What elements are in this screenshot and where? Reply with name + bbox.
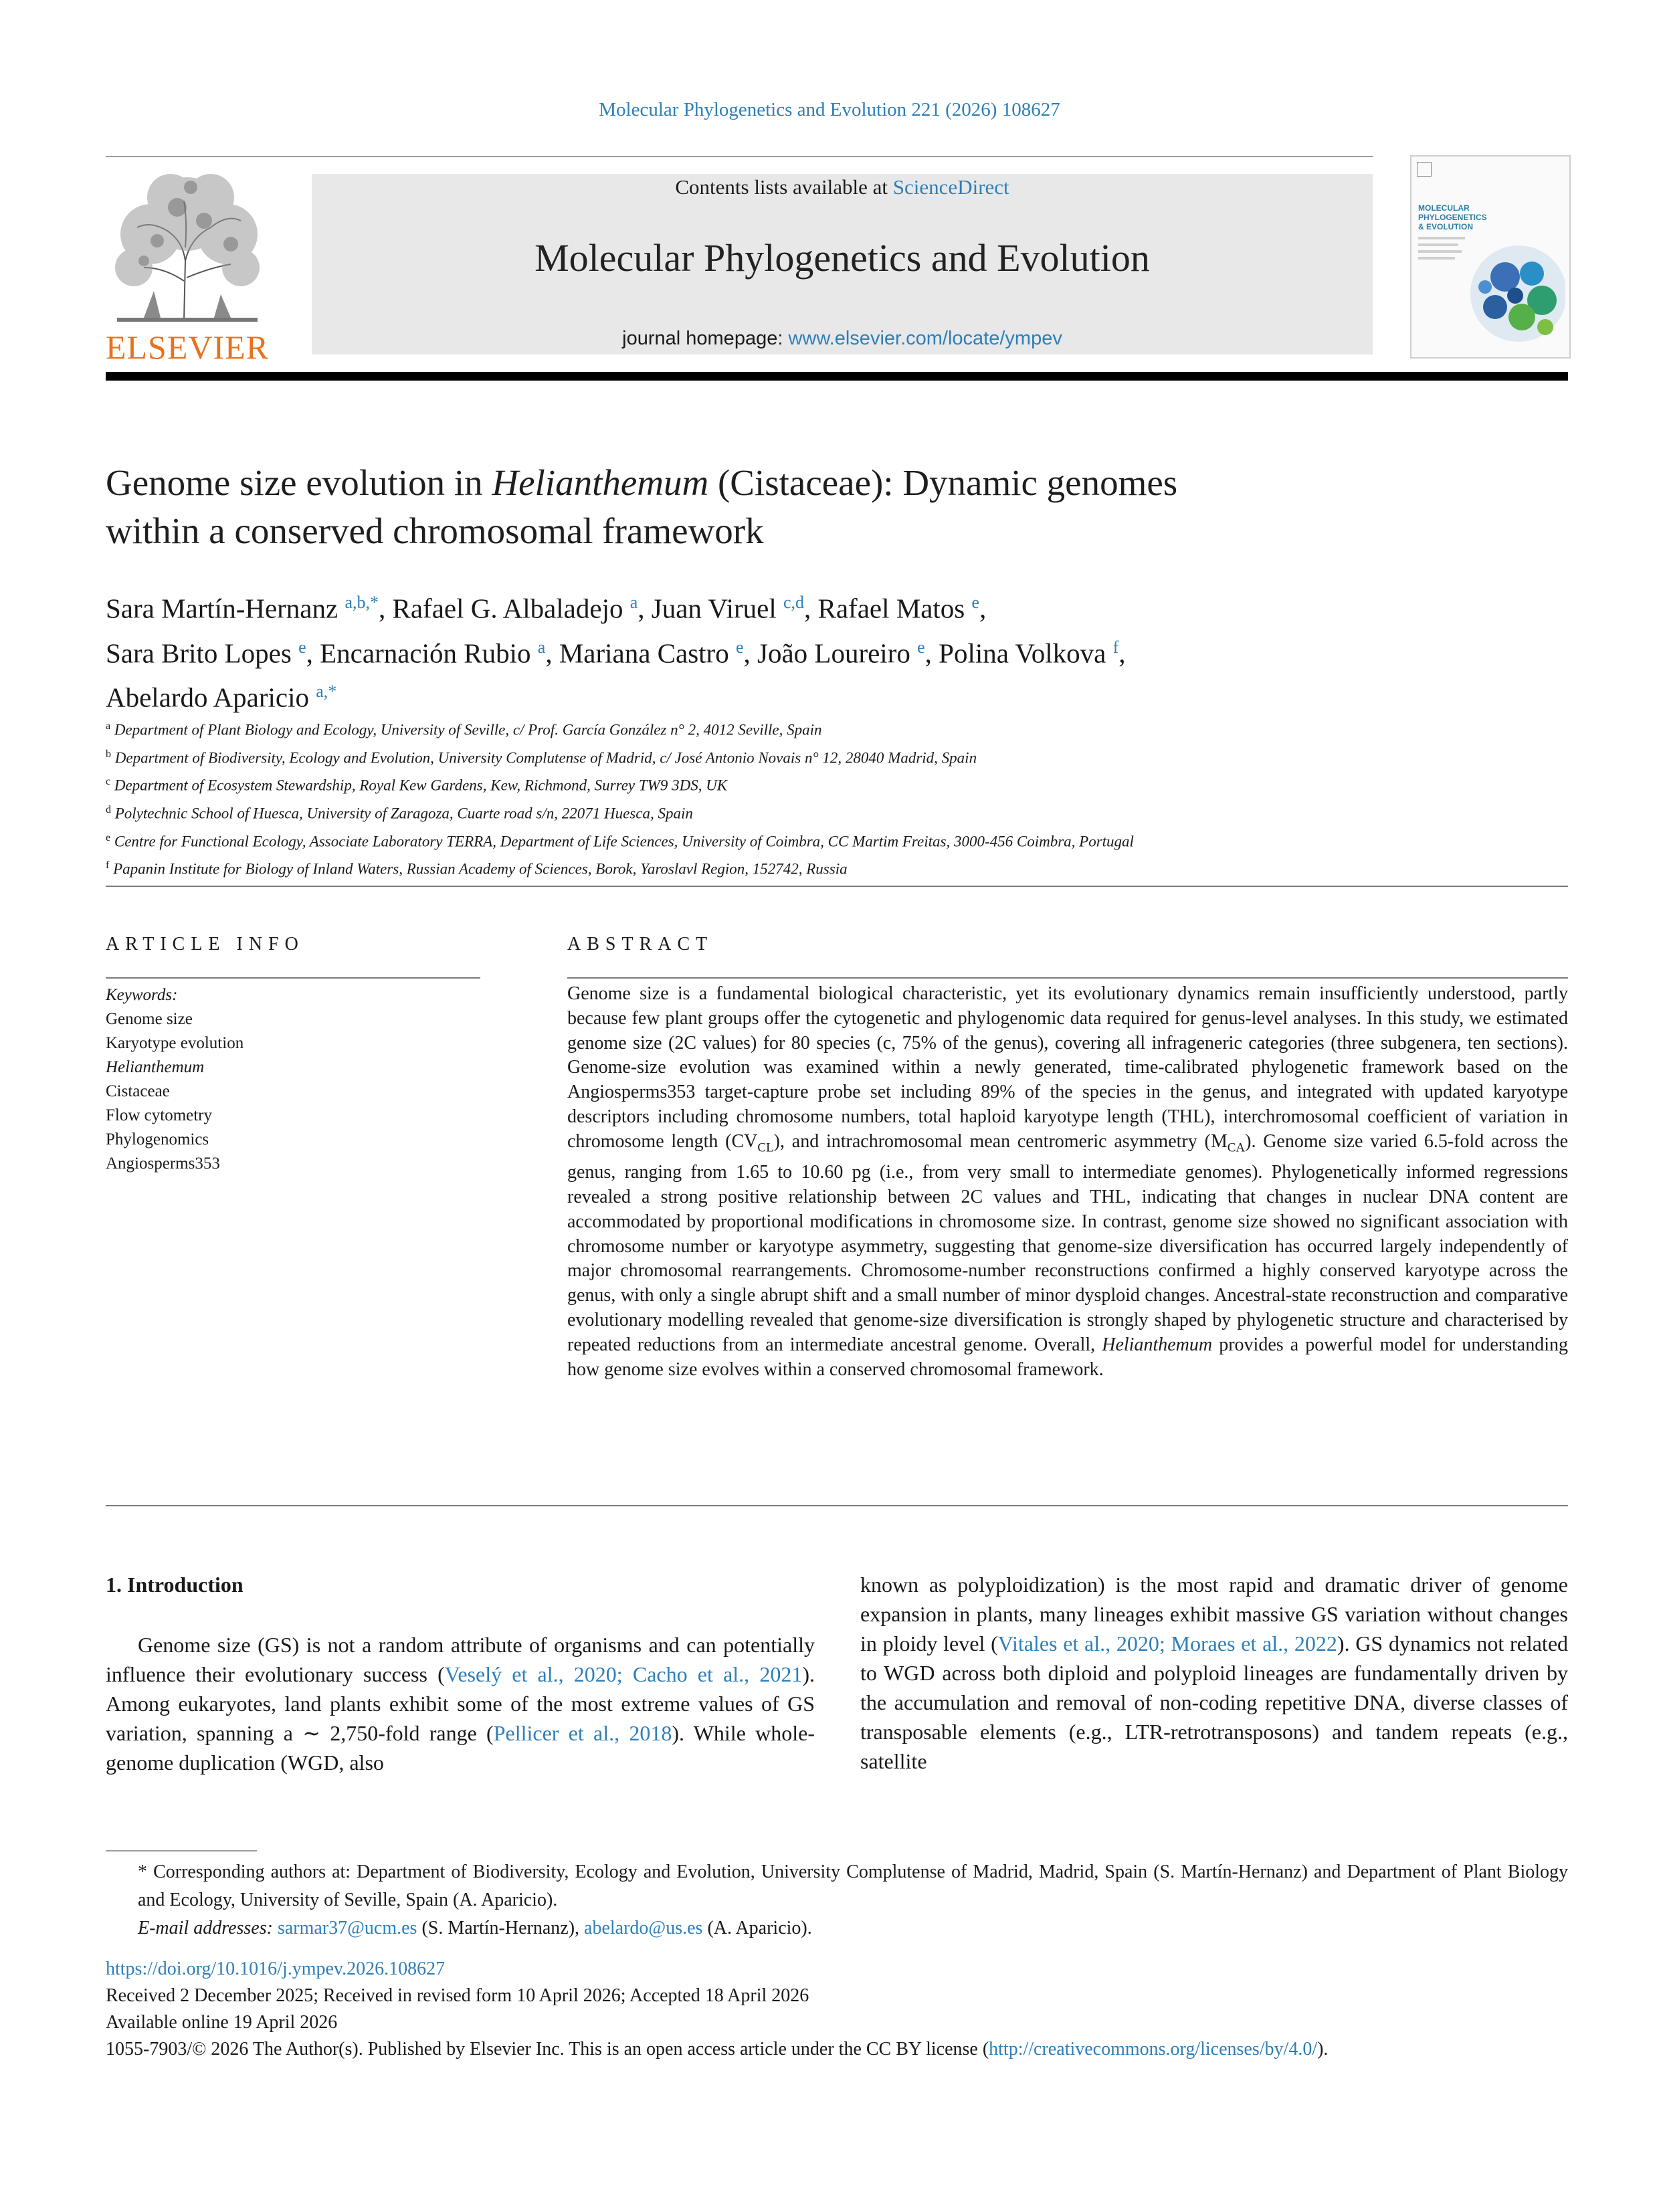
author-affiliation-marker[interactable]: c,d [783, 593, 805, 612]
affiliation-key: d [106, 803, 111, 815]
elsevier-logo[interactable] [104, 167, 271, 366]
abstract-segment: Genome size is a fundamental biological characteristic, yet its evolutionary dynamics remain insufficiently understood, partly because few plant groups offer the cytogenetic and phylogenomic data required for genus-level analyses. In this study, we estimated genome size (2C values) for 80 species (c, 75% of the genus), covering all infrageneric categories (three subgenera, ten sections). Genome-size evolution was examined within a newly generated, time-calibrated phylogenetic framework based on the Angiosperms353 target-capture probe set including 89% of the species in the genus, and integrated with updated karyotype descriptors including chromosome numbers, total haploid karyotype length (THL), interchromosomal coefficient of variation in chromosome length (CV [567, 983, 1568, 1152]
citation-link[interactable]: Vitales et al., 2020; Moraes et al., 2022 [997, 1631, 1337, 1655]
author-separator: , [1118, 637, 1126, 669]
affiliation-key: c [106, 776, 111, 788]
homepage-prefix: journal homepage: [622, 328, 789, 349]
author-affiliation-marker[interactable]: e [917, 637, 925, 657]
email-owner: (A. Aparicio). [702, 1918, 812, 1938]
keyword: Cistaceae [106, 1082, 170, 1100]
journal-header-band [312, 174, 1373, 355]
footnote-rule [106, 1850, 257, 1851]
keyword: Genome size [106, 1010, 193, 1028]
title-part-2: (Cistaceae): Dynamic genomes [708, 462, 1178, 503]
email-link[interactable]: abelardo@us.es [584, 1918, 703, 1938]
affiliation-text: Centre for Functional Ecology, Associate Laboratory TERRA, Department of Life Sciences, University of Coimbra, CC Martim Freitas, 3000-456 Coimbra, Portugal [114, 833, 1134, 850]
author-affiliation-marker[interactable]: e [735, 637, 744, 657]
author[interactable]: Polina Volkova [939, 637, 1106, 669]
author[interactable]: Sara Martín-Hernanz [106, 593, 338, 624]
doi-link[interactable]: https://doi.org/10.1016/j.ympev.2026.108627 [106, 1958, 446, 1979]
elsevier-wordmark: ELSEVIER [105, 328, 270, 366]
author[interactable]: Abelardo Aparicio [106, 682, 309, 713]
body-column-right [860, 1570, 1568, 1776]
author-list [106, 583, 1564, 717]
author-separator: , [804, 593, 818, 624]
email-note [106, 1914, 1568, 1942]
author-separator: , [638, 593, 652, 624]
body-text: ). While whole-genome duplication (WGD, also [106, 1721, 815, 1775]
header-thick-rule [106, 372, 1568, 381]
keyword: Phylogenomics [106, 1130, 209, 1148]
author-affiliation-marker[interactable]: a,b,* [345, 593, 379, 612]
elsevier-tree-icon [104, 167, 271, 324]
author-affiliation-marker[interactable]: a [537, 637, 546, 657]
received-dates: Received 2 December 2025; Received in revised form 10 April 2026; Accepted 18 April 2026 [106, 1985, 809, 2006]
email-link[interactable]: sarmar37@ucm.es [277, 1918, 417, 1938]
affiliation-key: e [106, 831, 111, 843]
title-line-2: within a conserved chromosomal framework [106, 510, 764, 551]
corresponding-author-note: * Corresponding authors at: Department of Biodiversity, Ecology and Evolution, University Complutense of Madrid, Madrid, Spain (S. Martín-Hernanz) and Department of Plant Biology and Ecology, University of Seville, Spain (A. Aparicio). [138, 1862, 1568, 1910]
abstract-genus: Helianthemum [1102, 1334, 1213, 1355]
keywords-block [106, 983, 480, 1176]
abstract-subscript: CA [1227, 1140, 1246, 1155]
contents-prefix: Contents lists available at [675, 175, 893, 199]
affiliation-key: a [106, 720, 111, 732]
affiliation-text: Department of Ecosystem Stewardship, Royal Kew Gardens, Kew, Richmond, Surrey TW9 3DS, UK [114, 777, 728, 794]
keyword: Flow cytometry [106, 1106, 213, 1124]
author-affiliation-marker[interactable]: a [629, 593, 638, 612]
author-separator: , [979, 593, 987, 624]
affiliation-list [106, 714, 1564, 882]
affiliation [106, 714, 1564, 742]
keywords-label: Keywords: [106, 986, 178, 1004]
author-affiliation-marker[interactable]: e [298, 637, 306, 657]
affiliation [106, 826, 1564, 854]
abstract-text [567, 982, 1568, 1382]
author[interactable]: João Loureiro [757, 637, 910, 669]
affiliation-key: f [106, 860, 110, 872]
section-heading-introduction: 1. Introduction [106, 1573, 243, 1597]
title-genus: Helianthemum [492, 462, 709, 503]
cover-publisher-mark [1417, 162, 1432, 177]
journal-cover-image[interactable] [1410, 155, 1571, 359]
author[interactable]: Rafael Matos [817, 593, 965, 624]
affiliation [106, 742, 1564, 771]
cover-art-icon [1458, 237, 1565, 350]
email-label: E-mail addresses: [138, 1918, 278, 1938]
affiliation [106, 853, 1564, 882]
affiliation-text: Department of Biodiversity, Ecology and Evolution, University Complutense of Madrid, c/ José Antonio Novais n° 12, 28040 Madrid, Spain [114, 749, 977, 767]
body-text: ). GS dynamics not related to WGD across both diploid and polyploid lineages are fundamentally driven by the accumulation and removal of non-coding repetitive DNA, diverse classes of transposable elements (e.g., LTR-retrotransposons) and tandem repeats (e.g., satellite [860, 1631, 1569, 1773]
article-metadata [106, 1956, 1568, 2063]
abstract-segment: ), and intrachromosomal mean centromeric asymmetry (M [773, 1130, 1228, 1152]
cover-title-line: & EVOLUTION [1418, 222, 1474, 231]
affiliation-text: Polytechnic School of Huesca, University of Zaragoza, Cuarte road s/n, 22071 Huesca, Spain [114, 805, 693, 822]
homepage-line [312, 328, 1373, 350]
body-text: known as polyploidization) is the most rapid and dramatic driver of genome expansion in plants, many lineages exhibit massive GS variation without changes in ploidy level ( [860, 1573, 1568, 1655]
abstract-bottom-rule [106, 1505, 1568, 1506]
body-text: ). Among eukaryotes, land plants exhibit some of the most extreme values of GS variation, spanning a ∼ 2,750-fold range ( [106, 1662, 815, 1745]
email-owner: (S. Martín-Hernanz), [417, 1918, 585, 1938]
affiliation [106, 798, 1564, 826]
keyword: Angiosperms353 [106, 1154, 220, 1173]
author[interactable]: Juan Viruel [651, 593, 777, 624]
available-online: Available online 19 April 2026 [106, 2012, 338, 2033]
author[interactable]: Encarnación Rubio [320, 637, 531, 669]
body-text: Genome size (GS) is not a random attribute of organisms and can potentially influence their evolutionary success ( [106, 1633, 815, 1686]
affiliation-text: Papanin Institute for Biology of Inland Waters, Russian Academy of Sciences, Borok, Yaroslavl Region, 152742, Russia [113, 860, 848, 878]
author-separator: , [545, 637, 559, 669]
cover-title-line: MOLECULAR [1418, 203, 1470, 213]
abstract-subscript: CL [757, 1140, 774, 1155]
author-separator: , [379, 593, 393, 624]
contents-line [312, 174, 1373, 199]
license-line [106, 2036, 1568, 2063]
author[interactable]: Rafael G. Albaladejo [392, 593, 623, 624]
author[interactable]: Sara Brito Lopes [106, 637, 292, 669]
header-top-rule [106, 156, 1373, 157]
sciencedirect-link[interactable]: ScienceDirect [892, 175, 1009, 199]
license-text: ). [1317, 2039, 1329, 2059]
author-affiliation-marker[interactable]: e [971, 593, 980, 612]
author-separator: , [924, 637, 939, 669]
citation-link[interactable]: Pellicer et al., 2018 [493, 1721, 672, 1745]
article-title [106, 459, 1510, 555]
article-info-rule [106, 977, 480, 979]
affiliation-key: b [106, 748, 111, 760]
keyword: Karyotype evolution [106, 1034, 244, 1052]
abstract-segment: provides a powerful model for understanding how genome size evolves within a conserved chromosomal framework. [567, 1334, 1569, 1380]
author-affiliation-marker[interactable]: f [1112, 637, 1119, 657]
cover-title [1418, 203, 1487, 231]
keyword: Helianthemum [106, 1058, 205, 1076]
body-column-left [106, 1630, 815, 1777]
author-separator: , [306, 637, 320, 669]
author-affiliation-marker[interactable]: a,* [316, 682, 337, 702]
footnotes [106, 1858, 1568, 1942]
title-part-1: Genome size evolution in [106, 462, 492, 503]
abstract-heading: ABSTRACT [567, 934, 714, 954]
abstract-rule [567, 977, 1568, 979]
affiliation-text: Department of Plant Biology and Ecology, University of Seville, c/ Prof. García González n° 2, 4012 Seville, Spain [114, 721, 822, 738]
author[interactable]: Mariana Castro [559, 637, 729, 669]
license-link[interactable]: http://creativecommons.org/licenses/by/4.0/ [989, 2039, 1318, 2059]
author-separator: , [743, 637, 757, 669]
homepage-link[interactable]: www.elsevier.com/locate/ympev [788, 328, 1062, 349]
affiliation [106, 770, 1564, 798]
citation-link[interactable]: Veselý et al., 2020; Cacho et al., 2021 [444, 1662, 803, 1686]
article-info-heading: ARTICLE INFO [106, 934, 304, 954]
affiliation-divider [106, 886, 1568, 887]
abstract-segment: ). Genome size varied 6.5-fold across the genus, ranging from 1.65 to 10.60 pg (i.e., from very small to intermediate genomes). Phylogenetically informed regressions revealed a strong positive relationship between 2C values and THL, indicating that changes in nuclear DNA content are accommodated by proportional modifications in chromosome size. In contrast, genome size showed no significant association with chromosome number or karyotype asymmetry, suggesting that genome-size diversification has occurred largely independently of major chromosomal rearrangements. Chromosome-number reconstructions confirmed a highly conserved karyotype across the genus, with only a single abrupt shift and a small number of minor dysploid changes. Ancestral-state reconstruction and comparative evolutionary modelling revealed that genome-size diversification is strongly shaped by phylogenetic structure and characterised by repeated reductions from an intermediate ancestral genome. Overall, [567, 1130, 1569, 1355]
cover-title-line: PHYLOGENETICS [1418, 213, 1487, 222]
journal-reference[interactable]: Molecular Phylogenetics and Evolution 221 (2026) 108627 [599, 99, 1060, 120]
journal-title: Molecular Phylogenetics and Evolution [534, 236, 1150, 280]
license-text: 1055-7903/© 2026 The Author(s). Published by Elsevier Inc. This is an open access article under the CC BY license ( [106, 2039, 989, 2059]
